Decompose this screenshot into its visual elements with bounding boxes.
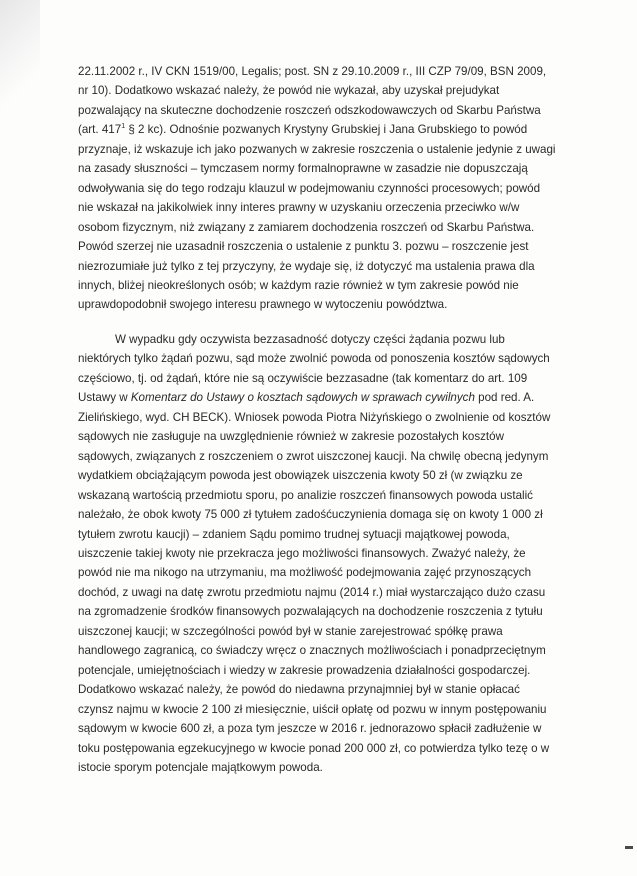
text-line: pozwalający na skuteczne dochodzenie roszczeń odszkodowawczych od Skarbu Państwa [78,103,541,117]
text-line: potencjale, umiejętnościach i wiedzy w zakresie prowadzenia działalności gospodarczej. [78,663,531,677]
text-line: uprawdopodobnił swojego interesu prawnego w wytoczeniu powództwa. [78,298,448,312]
text-line: wydatkiem obciążającym powoda jest obowiązek uiszczenia kwoty 50 zł (w związku ze [78,469,523,483]
text-line: uiszczenie takiej kwoty nie przekracza jego możliwości finansowych. Zważyć należy, że [78,546,526,560]
paragraph-1 [78,62,556,315]
text-line [78,120,556,139]
text-fragment: Ustawy w [78,391,131,405]
text-fragment: pod red. A. [474,391,535,405]
text-line: niektórych tylko żądań pozwu, sąd może zwolnić powoda od ponoszenia kosztów sądowych [78,352,550,366]
text-line: na zasady słuszności – tymczasem normy formalnoprawne w zasadzie nie dopuszczają [78,162,528,176]
text-line: Dodatkowo wskazać należy, że powód do niedawna przynajmniej był w stanie opłacać [78,683,520,697]
text-line: należało, że obok kwoty 75 000 zł tytułem zadośćuczynienia domaga się on kwoty 1 000 zł [78,508,543,522]
text-line: odwoływania się do tego rodzaju klauzul w podejmowaniu czynności procesowych; powód [78,181,541,195]
paragraph-2 [78,330,556,777]
text-line: czynsz najmu w kwocie 2 100 zł miesięcznie, uiścił opłatę od pozwu w innym postępowaniu [78,702,547,716]
text-line: na zgromadzenie środków finansowych pozwalających na dochodzenie roszczenia z tytułu [78,605,543,619]
text-line: uiszczonej kaucji; w szczególności powód był w stanie zarejestrować spółkę prawa [78,624,503,638]
text-line: tytułem zwrotu kaucji) – zdaniem Sądu pomimo trudnej sytuacji majątkowej powoda, [78,527,510,541]
text-line: W wypadku gdy oczywista bezzasadność dotyczy części żądania pozwu lub [115,333,505,346]
text-line: innych, bliżej nieokreślonych osób; w każdym razie również w tym zakresie powód nie [78,278,519,292]
scan-shadow [0,0,40,120]
text-line: niezrozumiałe już tylko z tej przyczyny, że wydaje się, iż dotyczyć ma ustalenia prawa dla [78,259,535,273]
text-line: Powód szerzej nie uzasadnił roszczenia o ustalenie z punktu 3. pozwu – roszczenie jest [78,240,529,254]
text-line: sądowych nie zasługuje na uwzględnienie również w zakresie pozostałych kosztów [78,430,504,444]
text-line: przyznaje, iż wskazuje ich jako pozwanych w zakresie roszczenia o ustalenie jedynie z uwagi [78,142,556,156]
text-line: powód nie ma nikogo na utrzymaniu, ma możliwość podejmowania zajęć przynoszących [78,566,532,580]
scan-mark [625,846,633,849]
text-line: 22.11.2002 r., IV CKN 1519/00, Legalis; post. SN z 29.10.2009 r., III CZP 79/09, BSN 2009, [78,65,547,78]
text-line: istocie sporym potencjale majątkowym powoda. [78,760,323,774]
book-title: Komentarz do Ustawy o kosztach sądowych w sprawach cywilnych [130,391,475,405]
text-line: sądowych, związanych z roszczeniem o zwrot uiszczonej kaucji. Na chwilę obecną jedynym [78,449,549,463]
text-line: nie wskazał na jakikolwiek inny interes prawny w uzyskaniu orzeczenia przeciwko w/w [78,201,520,215]
text-line: Zielińskiego, wyd. CH BECK). Wniosek powoda Piotra Niżyńskiego o zwolnienie od kosztów [78,410,551,424]
text-fragment: § 2 kc). Odnośnie pozwanych Krystyny Grubskiej i Jana Grubskiego to powód [125,123,528,137]
text-line: toku postępowania egzekucyjnego w kwocie ponad 200 000 zł, co potwierdza tylko tezę o w [78,741,550,755]
superscript: 1 [121,123,126,131]
text-line: nr 10). Dodatkowo wskazać należy, że powód nie wykazał, aby uzyskał prejudykat [78,84,500,98]
text-line: częściowo, tj. od żądań, które nie są oczywiście bezzasadne (tak komentarz do art. 109 [78,371,528,385]
text-line: dochód, z uwagi na datę zwrotu przedmiotu najmu (2014 r.) miał wystarczająco dużo czasu [78,585,546,599]
text-line: sądowym w kwocie 600 zł, a poza tym jeszcze w 2016 r. jednorazowo spłacił zadłużenie w [78,722,542,736]
text-fragment: (art. 417 [78,123,122,137]
text-line: wskazaną wartością przedmiotu sporu, po analizie roszczeń finansowych powoda ustalić [78,488,533,502]
text-line: handlowego zagranicą, co świadczy wręcz o znacznych możliwościach i ponadprzeciętnym [78,644,546,658]
text-line: osobom fizycznym, niż związany z zamiarem dochodzenia roszczeń od Skarbu Państwa. [78,220,535,234]
text-line [78,388,556,407]
